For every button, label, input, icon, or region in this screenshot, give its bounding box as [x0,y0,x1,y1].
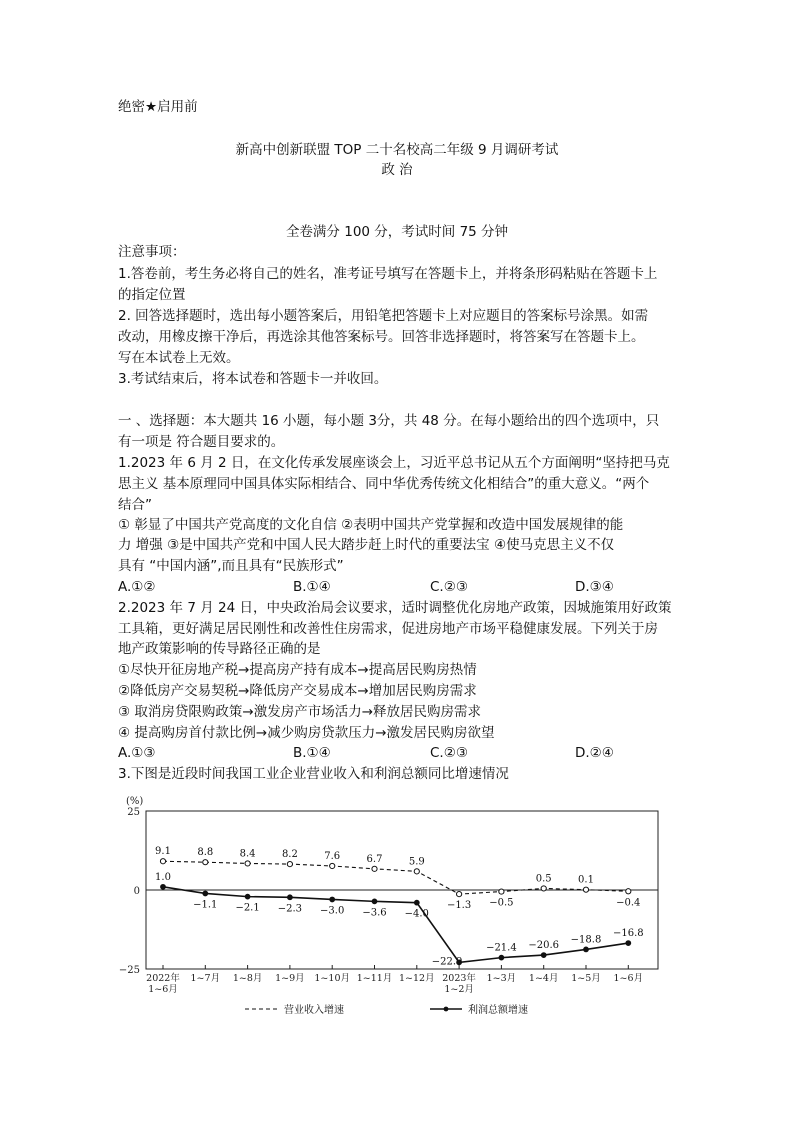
revenue-data-label: 7.6 [324,850,341,862]
q2-statement: ②降低房产交易契税→降低房产交易成本→增加居民购房需求 [118,683,477,699]
notes-line: 3.考试结束后，将本试卷和答题卡一并收回。 [118,371,388,387]
revenue-data-label: −0.5 [489,897,514,909]
revenue-point [245,861,250,866]
profit-data-label: −16.8 [612,928,644,940]
revenue-point [457,892,462,897]
revenue-data-label: 8.2 [281,849,298,861]
profit-data-label: −2.3 [277,903,303,915]
profit-data-label: −3.0 [320,905,345,917]
x-tick-label: 2023年 1~2月 [442,973,476,995]
revenue-data-label: 5.9 [408,856,425,868]
profit-point [372,899,377,904]
q2-option-a: A.①③ [118,745,156,761]
x-tick-label: 1~10月 [314,973,350,984]
x-tick-label: 2022年 1~6月 [146,973,180,995]
x-tick-label: 1~4月 [528,973,559,984]
q2-option-c: C.②③ [430,745,468,761]
q3-stem: 3.下图是近段时间我国工业企业营业收入和利润总额同比增速情况 [118,766,509,782]
y-tick-label: −25 [118,965,140,976]
notes-line: 写在本试卷上无效。 [118,350,240,366]
exam-title: 新高中创新联盟 TOP 二十名校高二年级 9 月调研考试 [235,142,559,158]
profit-data-label: −4.0 [404,908,429,920]
q1-statement: 具有 “中国内涵”,而且具有“民族形式” [118,558,344,574]
notes-line: 的指定位置 [118,287,186,303]
x-tick-label: 1~6月 [613,973,644,984]
profit-point [584,947,589,952]
profit-data-label: 1.0 [155,871,171,883]
revenue-point [203,860,208,865]
profit-point [288,895,293,900]
q2-statement: ③ 取消房贷限购政策→激发房产市场活力→释放居民购房需求 [118,704,482,720]
revenue-point [626,889,631,894]
q2-option-b: B.①④ [293,745,331,761]
profit-point [626,941,631,946]
q1-option-b: B.①④ [293,579,331,595]
revenue-data-label: 0.1 [578,874,594,886]
revenue-point [330,863,335,868]
revenue-data-label: 8.4 [239,848,256,860]
revenue-data-label: −0.4 [616,897,641,909]
revenue-point [583,887,588,892]
q2-stem: 地产政策影响的传导路径正确的是 [118,641,321,657]
profit-data-label: −22.9 [431,956,463,968]
profit-point [541,953,546,958]
q1-statement: ① 彰显了中国共产党高度的文化自信 ②表明中国共产党掌握和改造中国发展规律的能 [118,517,624,533]
y-tick-label: 25 [127,807,140,818]
q1-stem: 思主义 基本原理同中国具体实际相结合、同中华优秀传统文化相结合”的重大意义。“两个 [118,476,650,492]
profit-point [499,955,504,960]
revenue-data-label: −1.3 [446,900,472,912]
x-tick-label: 1~5月 [571,973,601,984]
revenue-point [541,886,546,891]
profit-data-label: −3.6 [362,907,387,919]
x-tick-label: 1~12月 [399,973,435,984]
notes-line: 1.答卷前，考生务必将自己的姓名，准考证号填写在答题卡上，并将条形码粘贴在答题卡上 [118,266,658,282]
section-heading: 一 、选择题：本大题共 16 小题，每小题 3分，共 48 分。在每小题给出的四个选项中，只 [118,413,660,429]
notes-line: 改动，用橡皮擦干净后，再选涂其他答案标号。回答非选择题时，将答案写在答题卡上。 [118,329,645,345]
q1-stem: 1.2023 年 6 月 2 日，在文化传承发展座谈会上，习近平总书记从五个方面阐明“坚持把马克 [118,455,670,471]
profit-point [330,897,335,902]
profit-data-label: −20.6 [528,940,560,952]
x-tick-label: 1~3月 [486,973,517,984]
q2-statement: ①尽快开征房地产税→提高房产持有成本→提高居民购房热情 [118,662,477,678]
profit-point [245,894,250,899]
section-heading: 有一项是 符合题目要求的。 [118,434,285,450]
x-tick-label: 1~8月 [232,973,263,984]
revenue-point [287,861,292,866]
q2-option-d: D.②④ [575,745,614,761]
line-chart [0,788,794,1028]
q1-stem: 结合” [118,497,152,513]
profit-point [203,891,208,896]
revenue-data-label: 0.5 [535,873,552,885]
subject-title: 政 治 [381,162,413,178]
profit-data-label: −21.4 [486,942,517,954]
legend-revenue-label: 营业收入增速 [284,1005,344,1016]
revenue-point [160,859,165,864]
revenue-point [414,869,419,874]
revenue-point [372,866,377,871]
confidential-mark: 绝密★启用前 [118,99,198,115]
revenue-growth-line [163,861,628,894]
profit-data-label: −2.1 [235,902,260,914]
revenue-data-label: 8.8 [197,847,214,859]
x-tick-label: 1~9月 [275,973,305,984]
revenue-data-label: 6.7 [366,853,383,865]
q2-stem: 2.2023 年 7 月 24 日，中央政治局会议要求，适时调整优化房地产政策，因城施策用好政策 [118,600,672,616]
profit-point [414,900,419,905]
chart-unit-label: (%) [126,796,144,807]
legend-profit-marker [444,1007,449,1012]
profit-data-label: −18.8 [570,934,602,946]
profit-data-label: −1.1 [193,899,218,911]
score-time-info: 全卷满分 100 分，考试时间 75 分钟 [285,224,509,240]
q1-option-c: C.②③ [430,579,468,595]
q2-stem: 工具箱，更好满足居民刚性和改善性住房需求，促进房地产市场平稳健康发展。下列关于房 [118,621,658,637]
legend-profit-label: 利润总额增速 [468,1005,528,1016]
q1-statement: 力 增强 ③是中国共产党和中国人民大踏步赶上时代的重要法宝 ④使马克思主义不仅 [118,537,615,553]
y-tick-label: 0 [133,886,140,897]
q2-statement: ④ 提高购房首付款比例→减少购房贷款压力→激发居民购房欲望 [118,725,495,741]
q1-option-d: D.③④ [575,579,614,595]
revenue-data-label: 9.1 [155,846,171,858]
q1-option-a: A.①② [118,579,156,595]
x-tick-label: 1~11月 [356,973,393,984]
x-tick-label: 1~7月 [190,973,221,984]
profit-point [161,884,166,889]
revenue-point [499,889,504,894]
notes-heading: 注意事项： [118,244,186,260]
notes-line: 2. 回答选择题时，选出每小题答案后，用铅笔把答题卡上对应题目的答案标号涂黑。如需 [118,308,649,324]
